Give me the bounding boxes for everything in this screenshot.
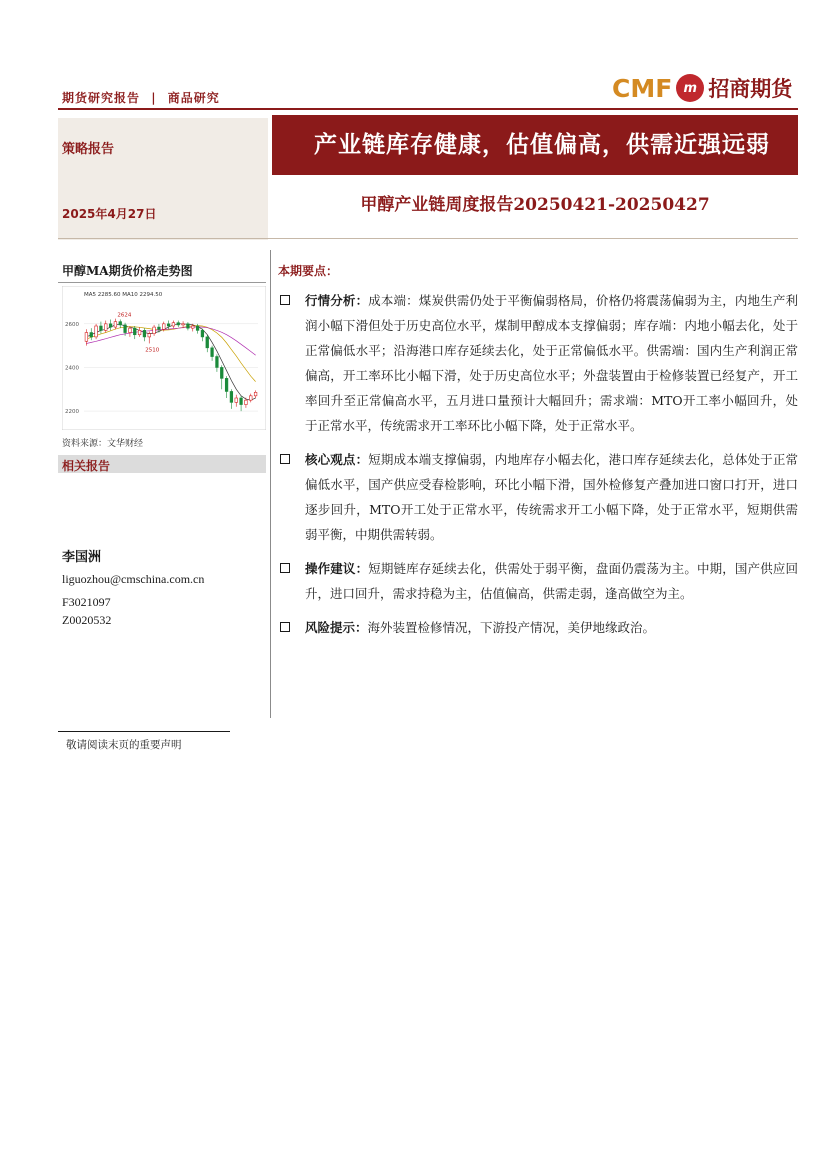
chart-annotation-low: 2510 — [145, 347, 160, 354]
chart-candle-body — [225, 378, 228, 391]
chart-candle-body — [138, 330, 141, 334]
chart-candle-body — [206, 337, 209, 348]
report-date: 2025年4月27日 — [62, 207, 157, 221]
key-point-label: 操作建议： — [305, 561, 369, 576]
subtitle-rule — [58, 238, 798, 239]
header-breadcrumb — [62, 89, 220, 106]
company-logo — [612, 72, 792, 104]
chart-candle-body — [104, 324, 107, 331]
chart-candle-body — [254, 392, 257, 395]
chart-candle-body — [220, 367, 223, 378]
chart-candle-body — [177, 323, 180, 325]
checkbox-bullet-icon — [280, 295, 290, 305]
key-point-text: 短期链库存延续去化，供需处于弱平衡，盘面仍震荡为主。中期，国产供应回升，进口回升，需求持稳为主，估值偏高，供需走弱，逢高做空为主。 — [305, 561, 798, 601]
license-number-2: Z0020532 — [62, 613, 112, 627]
chart-title: 甲醇MA期货价格走势图 — [62, 264, 193, 278]
chart-legend: MA5 2285.60 MA10 2294.50 — [84, 292, 163, 298]
chart-candle-body — [191, 326, 194, 328]
chart-candle-body — [216, 357, 219, 368]
key-point-text: 短期成本端支撑偏弱，内地库存小幅去化，港口库存延续去化，总体处于正常偏低水平，国产供应受春检影响，环比小幅下滑，国外检修复产叠加进口窗口打开，进口逐步回升，MTO开工处于正常水平，传统需求开工小幅下降，处于正常水平，短期供需弱平衡，中期供需转弱。 — [305, 452, 798, 542]
header-subsection: 商品研究 — [167, 91, 220, 105]
chart-candle-body — [230, 391, 233, 402]
header-section: 期货研究报告 — [62, 91, 141, 105]
price-chart-svg — [62, 286, 266, 430]
chart-candle-body — [124, 325, 127, 333]
header-separator: | — [151, 91, 157, 105]
chart-candle-body — [249, 396, 252, 400]
chart-candle-body — [119, 322, 122, 325]
chart-candle-body — [187, 324, 190, 328]
logo-en: CMF — [612, 73, 673, 103]
chart-candle-body — [172, 323, 175, 326]
chart-candle-body — [211, 348, 214, 357]
report-subtitle: 甲醇产业链周度报告20250421-20250427 — [360, 195, 710, 215]
report-category: 策略报告 — [62, 142, 115, 157]
logo-mark-icon: m — [676, 74, 704, 102]
key-point-item — [278, 447, 798, 547]
chart-candle-body — [153, 327, 156, 334]
chart-candle-body — [114, 322, 117, 327]
key-point-label: 行情分析： — [305, 293, 369, 308]
key-points-list — [278, 288, 798, 649]
footer-notice: 敬请阅读末页的重要声明 — [66, 739, 182, 751]
footer-rule — [58, 731, 230, 732]
checkbox-bullet-icon — [280, 622, 290, 632]
related-reports-title: 相关报告 — [62, 459, 111, 473]
column-divider — [270, 250, 271, 718]
chart-source: 资料来源：文华财经 — [62, 439, 144, 449]
title-band — [272, 115, 798, 175]
chart-candle-body — [240, 398, 243, 405]
chart-candle-body — [100, 326, 103, 330]
chart-candle-body — [148, 334, 151, 337]
key-point-text: 成本端：煤炭供需仍处于平衡偏弱格局，价格仍将震荡偏弱为主，内地生产利润小幅下滑但处于历史高位水平，煤制甲醇成本支撑偏弱；库存端：内地小幅去化，处于正常偏低水平；沿海港口库存延续去化，处于正常偏低水平。供需端：国内生产利润正常偏高，开工率环比小幅下滑，处于历史高位水平；外盘装置由于检修装置已经复产，开工率回升至正常偏高水平，五月进口量预计大幅回升；需求端：MTO开工率小幅回升，处于正常水平，传统需求开工率环比小幅下降，处于正常水平。 — [305, 293, 798, 433]
price-chart — [62, 286, 266, 430]
logo-cn: 招商期货 — [708, 77, 793, 101]
chart-annotation-high: 2624 — [117, 312, 132, 319]
key-point-item — [278, 615, 798, 640]
chart-candle-body — [109, 324, 112, 327]
chart-candle-body — [182, 324, 185, 325]
chart-candle-body — [167, 324, 170, 326]
chart-candle-body — [235, 398, 238, 402]
chart-candle-body — [158, 327, 161, 329]
key-point-text: 海外装置检修情况，下游投产情况，美伊地缘政治。 — [367, 620, 656, 635]
chart-candle-body — [85, 333, 88, 342]
chart-candle-body — [90, 333, 93, 337]
checkbox-bullet-icon — [280, 454, 290, 464]
chart-candle-body — [162, 324, 165, 329]
chart-candle-body — [196, 326, 199, 330]
license-number-1: F3021097 — [62, 595, 111, 609]
chart-candle-body — [133, 328, 136, 335]
key-point-item — [278, 556, 798, 606]
chart-ytick-label: 2600 — [65, 321, 79, 328]
author-name: 李国洲 — [62, 550, 102, 565]
author-email[interactable]: liguozhou@cmschina.com.cn — [62, 572, 205, 586]
chart-ytick-label: 2400 — [65, 365, 79, 372]
chart-candle-body — [129, 328, 132, 332]
header-rule — [58, 108, 798, 110]
key-point-label: 风险提示： — [305, 620, 368, 635]
key-point-item — [278, 288, 798, 438]
chart-title-rule — [58, 282, 266, 283]
chart-candle-body — [143, 330, 146, 337]
chart-frame — [62, 286, 266, 430]
chart-candle-body — [95, 326, 98, 337]
checkbox-bullet-icon — [280, 563, 290, 573]
chart-candle-body — [245, 400, 248, 404]
report-title: 产业链库存健康，估值偏高，供需近强远弱 — [314, 131, 770, 158]
chart-ytick-label: 2200 — [65, 409, 79, 416]
key-points-heading: 本期要点： — [278, 264, 339, 278]
key-point-label: 核心观点： — [305, 452, 369, 467]
chart-candle-body — [201, 330, 204, 337]
